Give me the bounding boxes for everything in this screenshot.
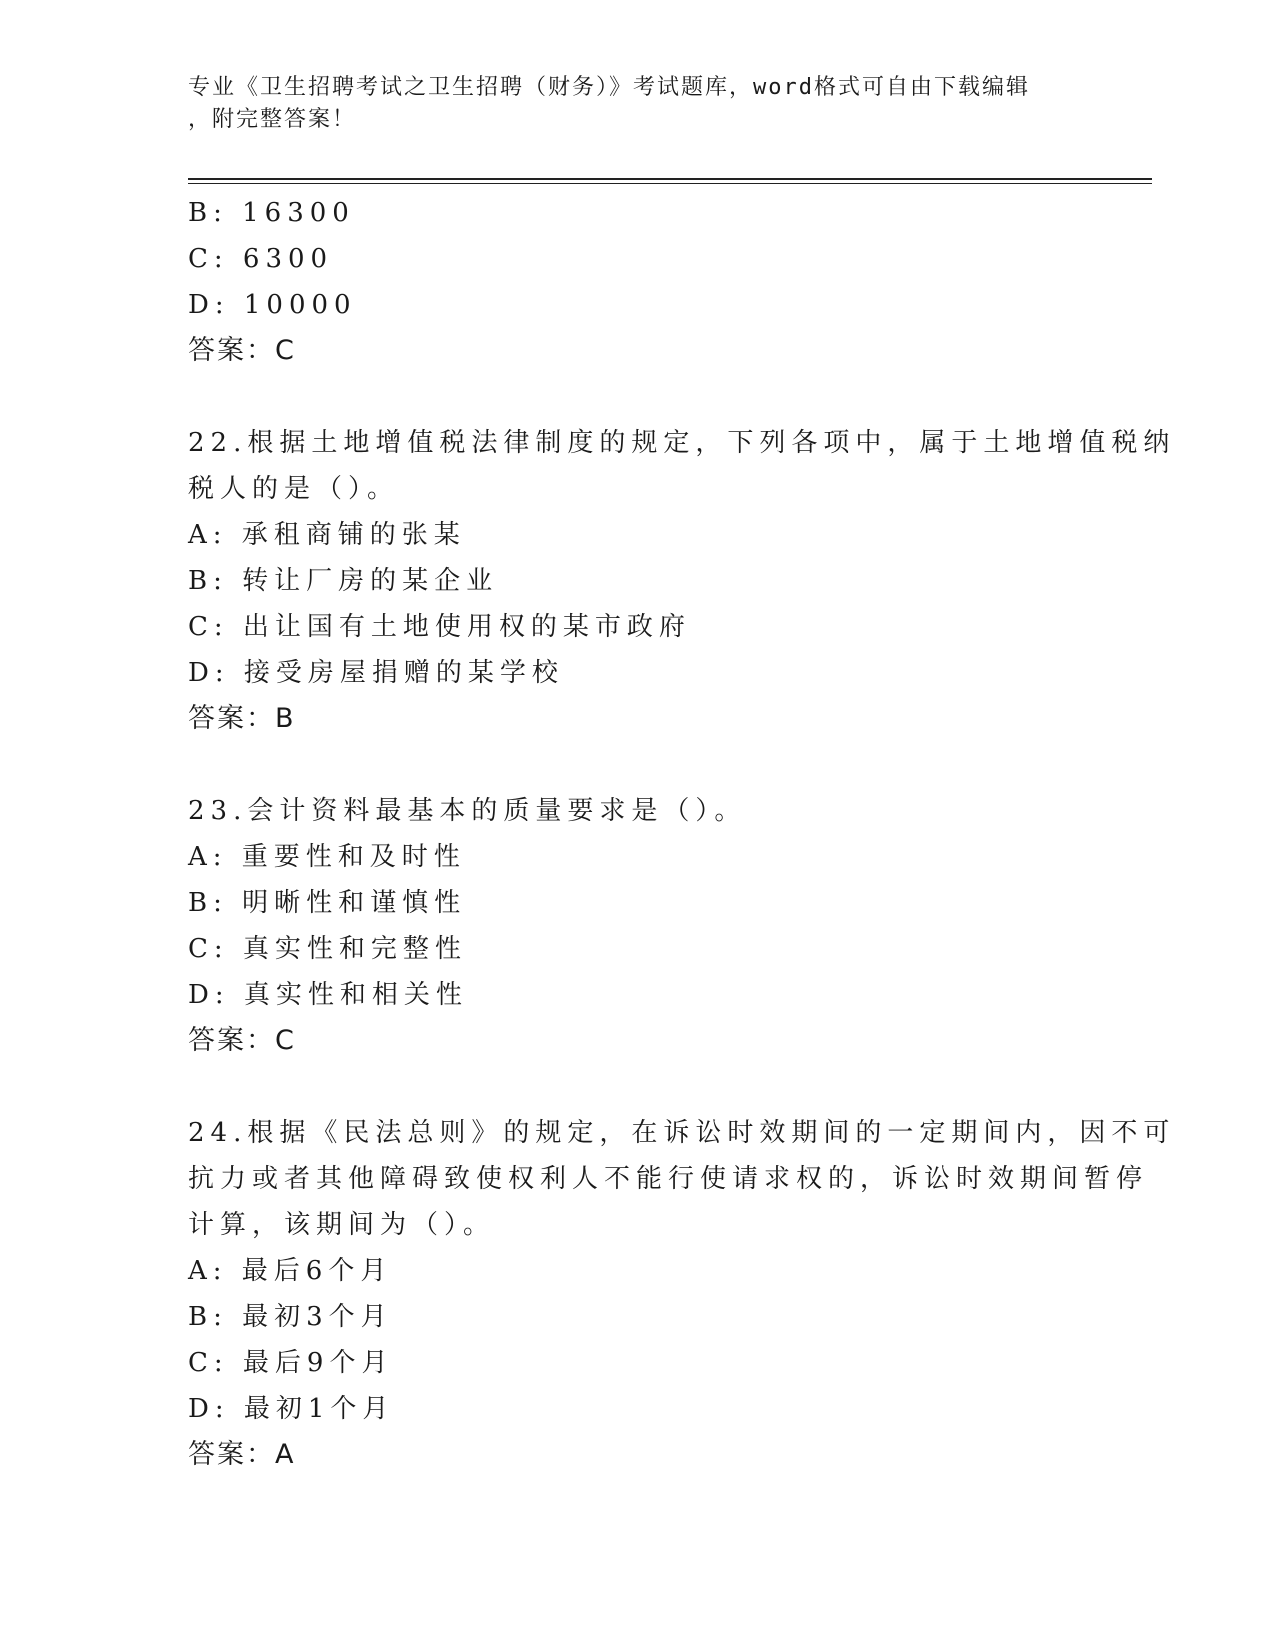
header-divider-thin bbox=[188, 183, 1152, 184]
option-a: A: 承租商铺的张某 bbox=[188, 520, 466, 550]
question-stem: 抗力或者其他障碍致使权利人不能行使请求权的，诉讼时效期间暂停 bbox=[188, 1164, 1149, 1194]
question-stem: 24.根据《民法总则》的规定，在诉讼时效期间的一定期间内，因不可 bbox=[188, 1118, 1176, 1148]
option-d: D: 真实性和相关性 bbox=[188, 980, 468, 1010]
question-stem: 计算，该期间为（）。 bbox=[188, 1210, 496, 1240]
option-c: C: 最后9个月 bbox=[188, 1348, 394, 1378]
question-stem: 22.根据土地增值税法律制度的规定，下列各项中，属于土地增值税纳 bbox=[188, 428, 1176, 458]
option-d: D: 10000 bbox=[188, 290, 357, 320]
option-b: B: 16300 bbox=[188, 198, 355, 228]
question-24 bbox=[188, 1110, 1176, 1478]
header-divider bbox=[188, 178, 1152, 180]
option-c: C: 出让国有土地使用权的某市政府 bbox=[188, 612, 691, 642]
header-line-1: 专业《卫生招聘考试之卫生招聘（财务）》考试题库，word格式可自由下载编辑 bbox=[188, 75, 1030, 100]
option-c: C: 真实性和完整性 bbox=[188, 934, 467, 964]
option-d: D: 接受房屋捐赠的某学校 bbox=[188, 658, 564, 688]
document-header bbox=[188, 72, 1068, 136]
answer-line: 答案：C bbox=[188, 335, 296, 366]
header-line-2: ，附完整答案！ bbox=[188, 107, 357, 132]
option-b: B: 明晰性和谨慎性 bbox=[188, 888, 467, 918]
option-a: A: 最后6个月 bbox=[188, 1256, 393, 1286]
question-stem: 税人的是（）。 bbox=[188, 474, 400, 504]
question-21-continued bbox=[188, 190, 1088, 374]
document-body bbox=[188, 190, 1176, 1478]
option-d: D: 最初1个月 bbox=[188, 1394, 395, 1424]
option-b: B: 转让厂房的某企业 bbox=[188, 566, 499, 596]
question-22 bbox=[188, 420, 1176, 742]
answer-line: 答案：C bbox=[188, 1025, 296, 1056]
option-a: A: 重要性和及时性 bbox=[188, 842, 466, 872]
question-stem: 23.会计资料最基本的质量要求是（）。 bbox=[188, 796, 747, 826]
question-23 bbox=[188, 788, 1088, 1064]
option-b: B: 最初3个月 bbox=[188, 1302, 393, 1332]
answer-line: 答案：A bbox=[188, 1439, 296, 1470]
answer-line: 答案：B bbox=[188, 703, 296, 734]
option-c: C: 6300 bbox=[188, 244, 334, 274]
